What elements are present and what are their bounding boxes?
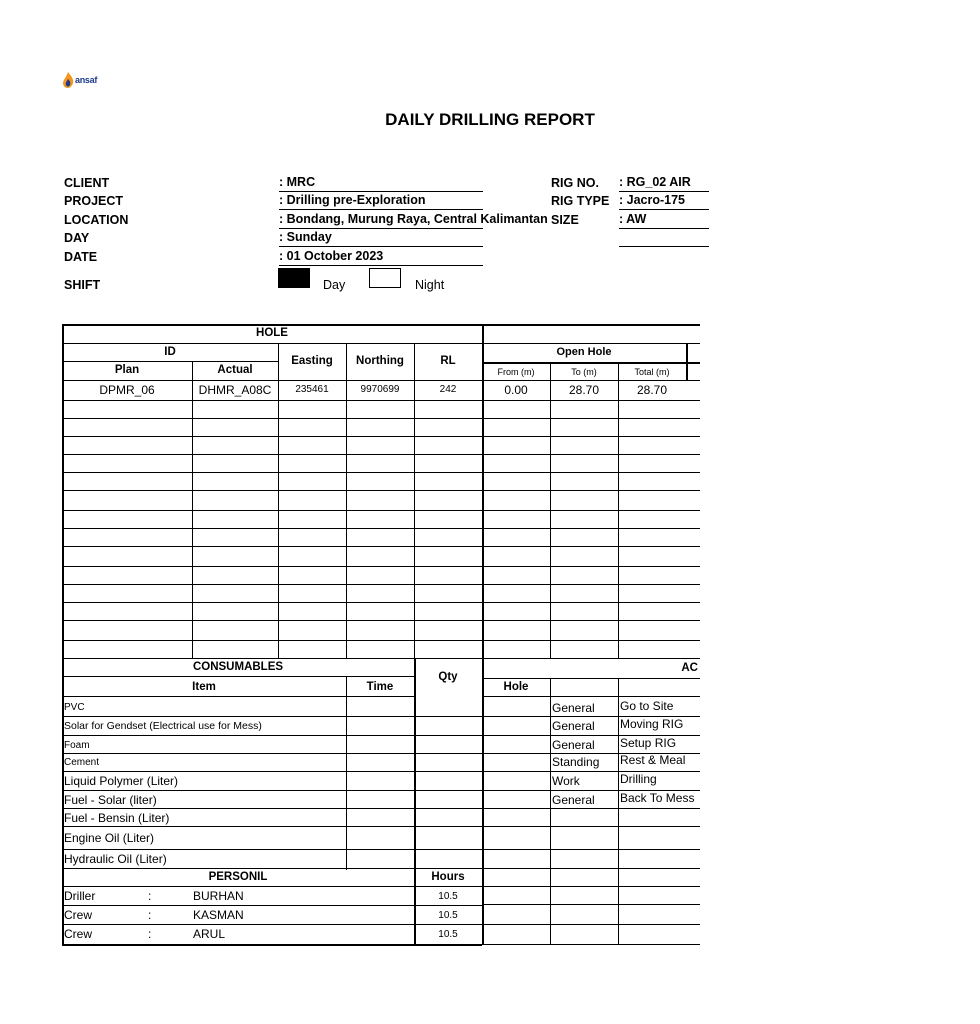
activity-type: General xyxy=(552,793,595,807)
grid-line xyxy=(482,868,700,869)
header-value-right-2: : AW xyxy=(619,211,709,229)
grid-line xyxy=(62,436,700,437)
hole-northing: 9970699 xyxy=(360,384,400,395)
grid-line xyxy=(62,584,700,585)
header-value-right-0: : RG_02 AIR xyxy=(619,174,709,192)
header-value-project: : Drilling pre-Exploration xyxy=(279,192,483,210)
grid-line xyxy=(62,735,482,736)
from-label: From (m) xyxy=(497,367,535,377)
activity-hole-label: Hole xyxy=(503,681,529,693)
header-label-client: CLIENT xyxy=(64,176,110,190)
header-value-day: : Sunday xyxy=(279,229,483,247)
activity-type: Work xyxy=(552,774,580,788)
hole-to: 28.70 xyxy=(568,383,600,397)
consumable-item: Engine Oil (Liter) xyxy=(64,831,155,845)
hole-easting: 235461 xyxy=(295,384,329,395)
hours-label: Hours xyxy=(431,871,465,883)
activity-desc: Moving RIG xyxy=(620,717,684,731)
actual-label: Actual xyxy=(217,364,253,376)
activity-desc: Drilling xyxy=(620,772,657,786)
shift-day-label: Day xyxy=(323,278,346,292)
grid-line xyxy=(482,904,700,905)
activity-title: AC xyxy=(681,662,698,674)
hole-plan: DPMR_06 xyxy=(99,383,155,397)
consumable-item: Foam xyxy=(64,740,90,751)
time-label: Time xyxy=(366,681,394,693)
consumable-item: Cement xyxy=(64,757,100,768)
personil-role: Driller xyxy=(64,889,96,903)
personil-sep: : xyxy=(148,927,152,941)
total-label: Total (m) xyxy=(634,367,670,377)
consumable-item: Liquid Polymer (Liter) xyxy=(64,774,179,788)
header-value-client: : MRC xyxy=(279,174,483,192)
shift-night-label: Night xyxy=(415,278,445,292)
activity-type: General xyxy=(552,738,595,752)
hole-title: HOLE xyxy=(256,327,288,339)
activity-desc: Go to Site xyxy=(620,699,674,713)
grid-line xyxy=(62,696,414,697)
easting-label: Easting xyxy=(291,355,333,367)
id-label: ID xyxy=(164,346,176,358)
consumable-item: Hydraulic Oil (Liter) xyxy=(64,852,167,866)
personil-hours: 10.5 xyxy=(438,891,458,902)
grid-line xyxy=(482,944,700,945)
grid-line xyxy=(62,418,700,419)
grid-line xyxy=(62,528,700,529)
personil-sep: : xyxy=(148,908,152,922)
grid-line xyxy=(62,640,700,641)
header-label-right-1: RIG TYPE xyxy=(551,194,610,208)
activity-desc: Back To Mess xyxy=(620,791,695,805)
grid-line xyxy=(62,510,700,511)
plan-label: Plan xyxy=(114,364,140,376)
grid-line xyxy=(62,944,482,946)
header-label-right-2: SIZE xyxy=(551,213,579,227)
grid-line xyxy=(62,620,700,621)
personil-hours: 10.5 xyxy=(438,929,458,940)
personil-sep: : xyxy=(148,889,152,903)
consumable-item: PVC xyxy=(64,702,85,713)
header-label-day: DAY xyxy=(64,231,90,245)
grid-line xyxy=(62,566,700,567)
activity-type: General xyxy=(552,701,595,715)
activity-type: General xyxy=(552,719,595,733)
header-label-location: LOCATION xyxy=(64,213,129,227)
header-value-right-1: : Jacro-175 xyxy=(619,192,709,210)
shift-label: SHIFT xyxy=(64,278,101,292)
header-label-right-0: RIG NO. xyxy=(551,176,599,190)
personil-title: PERSONIL xyxy=(208,871,268,883)
hole-rl: 242 xyxy=(439,384,457,395)
grid-line xyxy=(482,849,700,850)
grid-line xyxy=(62,400,700,401)
grid-line xyxy=(62,472,700,473)
hole-from: 0.00 xyxy=(504,383,528,397)
grid-line xyxy=(62,490,700,491)
personil-hours: 10.5 xyxy=(438,910,458,921)
activity-desc: Rest & Meal xyxy=(620,753,686,767)
to-label: To (m) xyxy=(571,367,597,377)
activity-type: Standing xyxy=(552,755,600,769)
qty-label: Qty xyxy=(438,671,458,683)
hole-total: 28.70 xyxy=(636,383,668,397)
consumable-item: Fuel - Solar (liter) xyxy=(64,793,157,807)
header-label-date: DATE xyxy=(64,250,98,264)
grid-line xyxy=(62,454,700,455)
open-hole-label: Open Hole xyxy=(556,346,612,358)
personil-name: KASMAN xyxy=(193,908,244,922)
grid-line xyxy=(482,886,700,887)
header-value-date: : 01 October 2023 xyxy=(279,248,483,266)
rl-label: RL xyxy=(440,355,456,367)
personil-name: BURHAN xyxy=(193,889,244,903)
grid-line xyxy=(482,826,700,827)
consumable-item: Fuel - Bensin (Liter) xyxy=(64,811,170,825)
grid-line xyxy=(482,924,700,925)
activity-desc: Setup RIG xyxy=(620,736,677,750)
northing-label: Northing xyxy=(356,355,404,367)
personil-role: Crew xyxy=(64,927,93,941)
header-label-project: PROJECT xyxy=(64,194,124,208)
personil-name: ARUL xyxy=(193,927,226,941)
consumables-title: CONSUMABLES xyxy=(192,661,284,673)
grid-line xyxy=(686,343,688,380)
grid-line xyxy=(346,676,347,870)
report-title: DAILY DRILLING REPORT xyxy=(385,110,595,129)
header-value-location: : Bondang, Murung Raya, Central Kalimantan xyxy=(279,211,483,229)
personil-role: Crew xyxy=(64,908,93,922)
hole-actual: DHMR_A08C xyxy=(198,383,272,397)
grid-line xyxy=(62,546,700,547)
grid-line xyxy=(62,602,700,603)
logo-text: ansaf xyxy=(75,75,98,85)
item-label: Item xyxy=(192,681,216,693)
grid-line xyxy=(62,676,414,677)
consumable-item: Solar for Gendset (Electrical use for Mess) xyxy=(64,720,262,732)
